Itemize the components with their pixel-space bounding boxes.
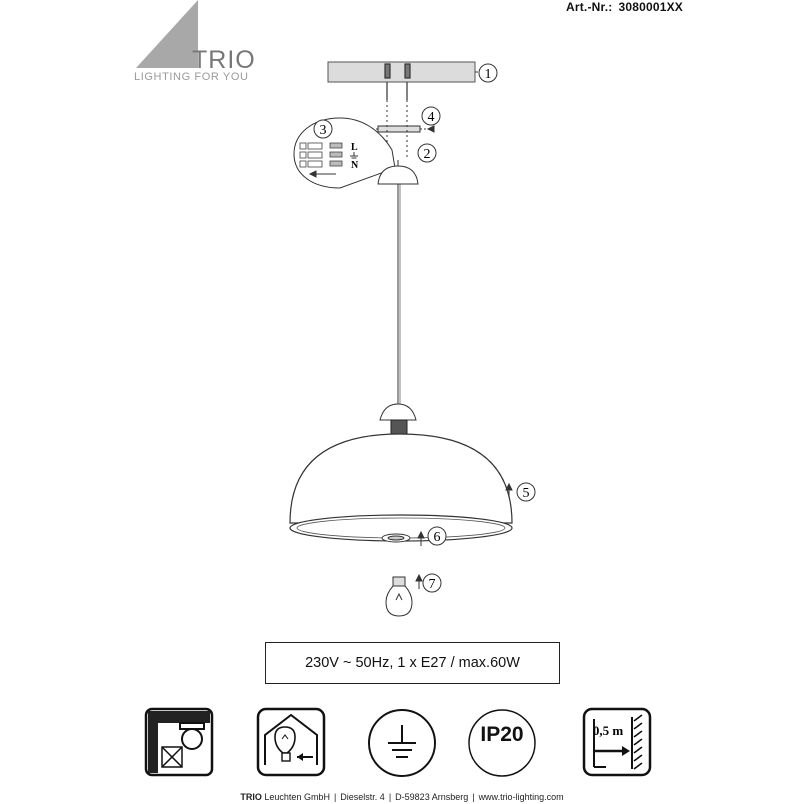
spec-text: 230V ~ 50Hz, 1 x E27 / max.60W: [305, 655, 520, 671]
spec-box: [265, 642, 560, 684]
footer-company: TRIO: [240, 792, 262, 802]
callout-3-label: 3: [319, 123, 327, 138]
protective-earth-class-i-icon: [364, 705, 444, 785]
terminal-n-label: N: [351, 160, 359, 171]
article-number-label: Art.-Nr.:: [566, 0, 613, 14]
callout-1-label: 1: [484, 67, 492, 82]
terminal-l-label: L: [351, 142, 358, 153]
ip-rating-label: IP20: [480, 723, 524, 746]
callout-2-label: 2: [423, 147, 431, 162]
house-bulb-indoor-icon: [253, 705, 333, 785]
footer-city: D-59823 Arnsberg: [395, 792, 469, 802]
ceiling-mount-not-suitable-icon: [140, 705, 220, 785]
callout-5-label: 5: [522, 486, 530, 501]
logo-brand: TRIO: [192, 46, 256, 74]
socket-cap: [380, 404, 416, 420]
footer: TRIO Leuchten GmbH | Dieselstr. 4 | D-59823 Arnsberg | www.trio-lighting.com: [240, 792, 564, 802]
callout-6-label: 6: [433, 530, 441, 545]
logo-tagline: LIGHTING FOR YOU: [134, 71, 249, 83]
article-number-value: 3080001XX: [618, 0, 683, 14]
terminal-block-icon: [300, 143, 342, 167]
footer-street: Dieselstr. 4: [340, 792, 385, 802]
callout-7-label: 7: [428, 577, 436, 592]
distance-label: 0,5 m: [592, 723, 624, 738]
lamp-shade: [290, 434, 512, 523]
footer-company-rest: Leuchten GmbH: [264, 792, 330, 802]
callout-4-label: 4: [427, 110, 435, 125]
ceiling-plate: [328, 62, 475, 82]
min-distance-icon: [580, 705, 660, 785]
light-bulb-icon: [386, 577, 412, 616]
footer-web[interactable]: www.trio-lighting.com: [478, 792, 564, 802]
